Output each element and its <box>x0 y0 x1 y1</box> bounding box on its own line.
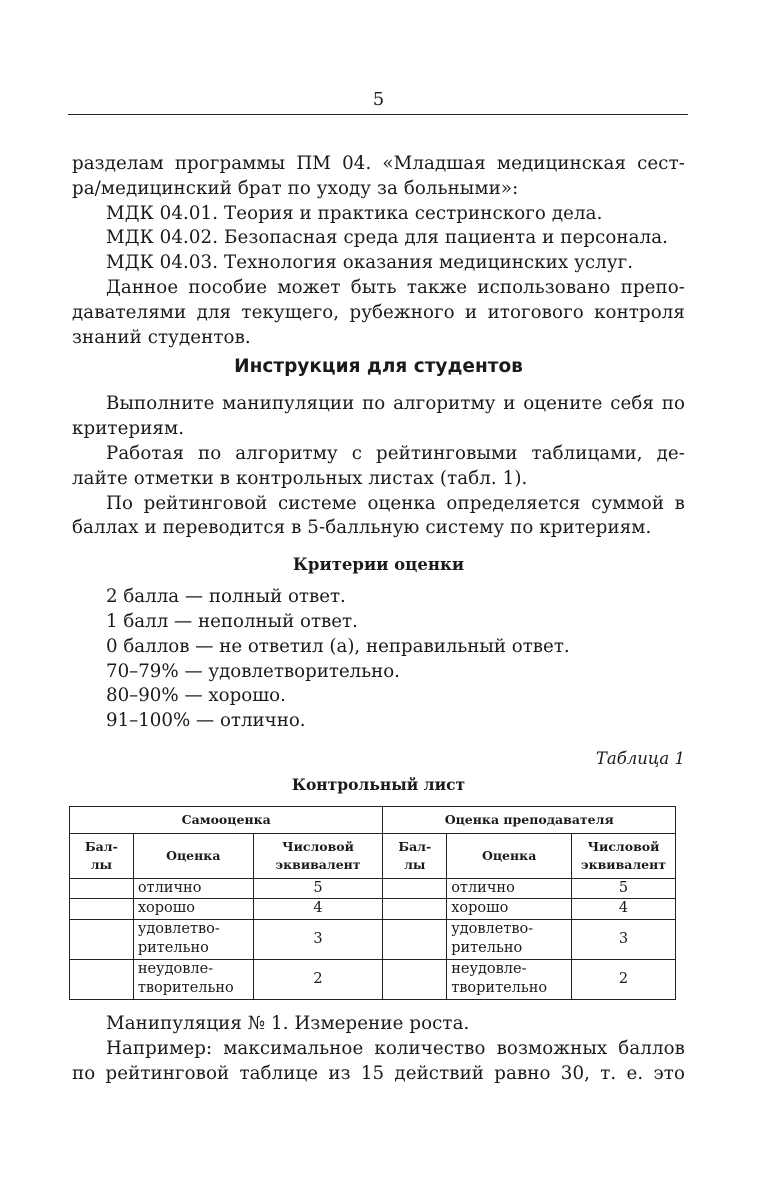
criteria-item: 2 балла — полный ответ. <box>106 586 346 608</box>
page-content <box>72 152 685 1086</box>
table-group-header-row <box>70 806 676 833</box>
grade-cell: удовлетво- рительно <box>133 919 253 959</box>
table-column-header-row <box>70 833 676 878</box>
value-cell: 3 <box>572 919 676 959</box>
points-cell <box>383 899 447 920</box>
value-cell: 4 <box>253 899 383 920</box>
grade-cell: хорошо <box>447 899 572 920</box>
instruction-paragraph: Выполните манипуляции по алгоритму и оцените себя по критериям. <box>72 393 685 440</box>
points-cell <box>70 878 134 899</box>
criteria-item: 80–90% — хорошо. <box>106 685 286 707</box>
header-points: Бал- лы <box>70 833 134 878</box>
grade-cell: неудовле- творительно <box>133 959 253 999</box>
mdk-item: МДК 04.03. Технология оказания медицинских услуг. <box>106 252 634 274</box>
intro-line-2: ра/медицинский брат по уходу за больными»: <box>72 177 519 199</box>
header-self-assessment: Самооценка <box>70 806 383 833</box>
instruction-heading: Инструкция для студентов <box>234 356 523 378</box>
value-cell: 5 <box>572 878 676 899</box>
points-cell <box>70 899 134 920</box>
control-sheet-table <box>69 806 676 1000</box>
header-grade: Оценка <box>447 833 572 878</box>
table-row <box>70 899 676 920</box>
instruction-paragraph: Работая по алгоритму с рейтинговыми таблицами, де- лайте отметки в контрольных листах (табл. 1). <box>72 442 685 489</box>
points-cell <box>383 919 447 959</box>
value-cell: 2 <box>572 959 676 999</box>
table-row <box>70 959 676 999</box>
points-cell <box>383 959 447 999</box>
table-title: Контрольный лист <box>291 774 466 794</box>
page-number: 5 <box>372 89 385 110</box>
criteria-item: 1 балл — неполный ответ. <box>106 610 358 632</box>
header-equivalent: Числовой эквивалент <box>253 833 383 878</box>
value-cell: 2 <box>253 959 383 999</box>
intro-line-1: разделам программы ПМ 04. «Младшая медицинская сест- <box>72 153 685 174</box>
grade-cell: отлично <box>447 878 572 899</box>
header-equivalent: Числовой эквивалент <box>572 833 676 878</box>
value-cell: 4 <box>572 899 676 920</box>
points-cell <box>70 959 134 999</box>
grade-cell: хорошо <box>133 899 253 920</box>
criteria-item: 70–79% — удовлетворительно. <box>106 660 400 682</box>
criteria-item: 91–100% — отлично. <box>106 710 306 732</box>
criteria-heading: Критерии оценки <box>292 555 465 575</box>
instruction-paragraph: По рейтинговой системе оценка определяется суммой в баллах и переводится в 5-балльную систему по критериям. <box>72 492 685 539</box>
table-label: Таблица 1 <box>595 748 685 768</box>
header-grade: Оценка <box>133 833 253 878</box>
grade-cell: неудовле- творительно <box>447 959 572 999</box>
table-row <box>70 878 676 899</box>
value-cell: 5 <box>253 878 383 899</box>
points-cell <box>383 878 447 899</box>
manipulation-title: Манипуляция № 1. Измерение роста. <box>106 1012 470 1034</box>
mdk-item: МДК 04.02. Безопасная среда для пациента и персонала. <box>106 227 669 249</box>
grade-cell: удовлетво- рительно <box>447 919 572 959</box>
header-teacher-assessment: Оценка преподавателя <box>383 806 676 833</box>
table-row <box>70 919 676 959</box>
header-rule <box>68 114 688 115</box>
usage-paragraph: Данное пособие может быть также использовано препо- давателями для текущего, рубежного и итогового контроля знаний студентов. <box>72 276 685 348</box>
criteria-item: 0 баллов — не ответил (а), неправильный ответ. <box>106 635 570 657</box>
header-points: Бал- лы <box>383 833 447 878</box>
grade-cell: отлично <box>133 878 253 899</box>
value-cell: 3 <box>253 919 383 959</box>
manipulation-example: Например: максимальное количество возможных баллов по рейтинговой таблице из 15 действий равно 30, т. е. это <box>72 1037 685 1084</box>
points-cell <box>70 919 134 959</box>
mdk-item: МДК 04.01. Теория и практика сестринского дела. <box>106 202 603 224</box>
